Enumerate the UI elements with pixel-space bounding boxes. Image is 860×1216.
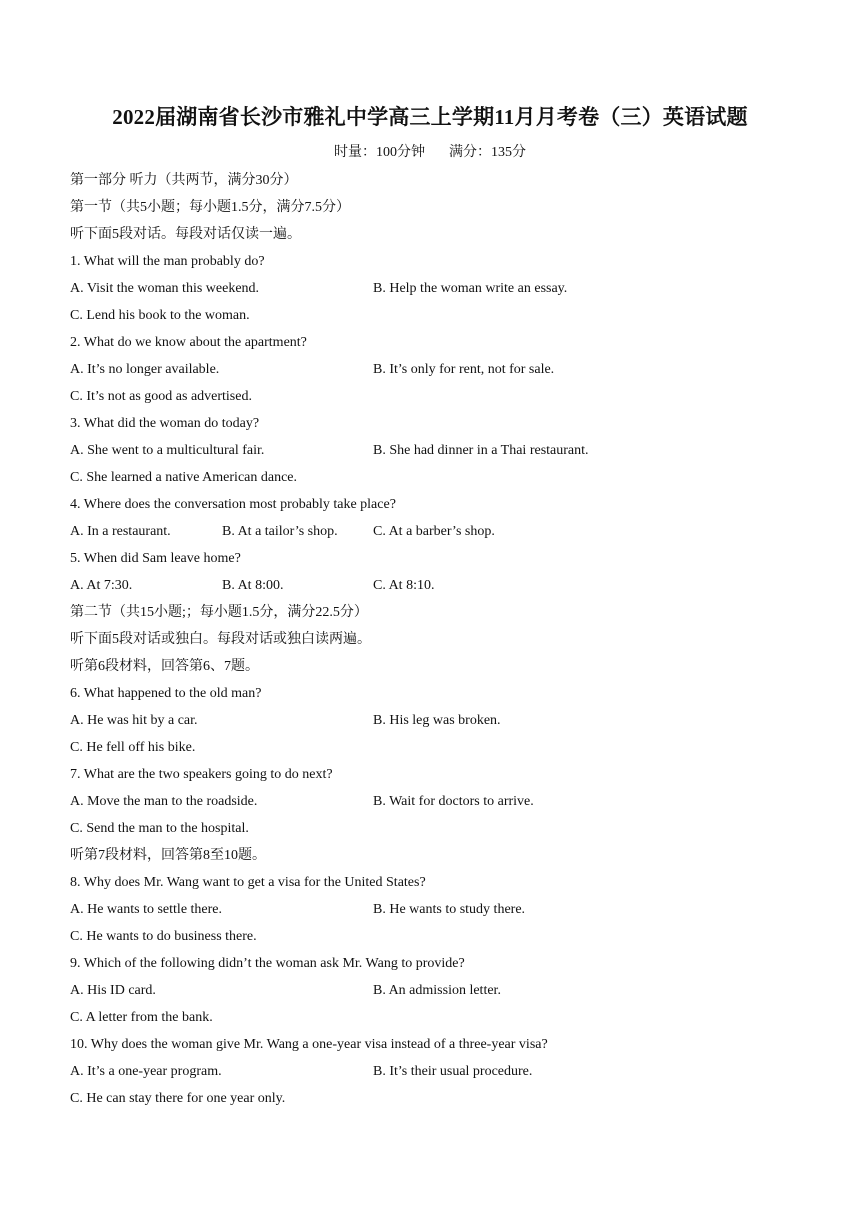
question-stem: 7. What are the two speakers going to do next? [70, 767, 333, 782]
option-c: C. A letter from the bank. [70, 1010, 213, 1025]
question-stem: 2. What do we know about the apartment? [70, 335, 307, 350]
option-b: B. At a tailor’s shop. [222, 524, 338, 539]
option-c: C. Send the man to the hospital. [70, 821, 249, 836]
option-a: A. It’s a one-year program. [70, 1064, 222, 1079]
total-score: 满分：135分 [449, 145, 526, 160]
part-heading: 第一部分 听力（共两节，满分30分） [70, 173, 298, 188]
option-b: B. It’s only for rent, not for sale. [373, 362, 555, 377]
options-row [70, 1058, 810, 1085]
options-row [70, 788, 810, 815]
question-stem: 9. Which of the following didn’t the woman ask Mr. Wang to provide? [70, 956, 465, 971]
option-c: C. Lend his book to the woman. [70, 308, 250, 323]
option-a: A. It’s no longer available. [70, 362, 220, 377]
question-stem: 4. Where does the conversation most probably take place? [70, 497, 396, 512]
option-a: A. Visit the woman this weekend. [70, 281, 260, 296]
options-row [70, 437, 810, 464]
page-title: 2022届湖南省长沙市雅礼中学高三上学期11月月考卷（三）英语试题 [112, 105, 748, 129]
option-a: A. Move the man to the roadside. [70, 794, 258, 809]
option-b: B. Help the woman write an essay. [373, 281, 568, 296]
exam-info [0, 142, 860, 164]
question-stem: 6. What happened to the old man? [70, 686, 262, 701]
option-a: A. He wants to settle there. [70, 902, 223, 917]
option-c: C. It’s not as good as advertised. [70, 389, 252, 404]
time-limit: 时量：100分钟 [334, 145, 425, 160]
option-c: C. She learned a native American dance. [70, 470, 298, 485]
section-heading: 第一节（共5小题；每小题1.5分，满分7.5分） [70, 200, 350, 215]
option-b: B. He wants to study there. [373, 902, 526, 917]
options-row [70, 518, 810, 545]
options-row [70, 896, 810, 923]
option-b: B. She had dinner in a Thai restaurant. [373, 443, 589, 458]
option-c: C. He fell off his bike. [70, 740, 196, 755]
section-instruction: 听下面5段对话或独白。每段对话或独白读两遍。 [70, 632, 371, 647]
option-a: A. She went to a multicultural fair. [70, 443, 265, 458]
option-b: B. Wait for doctors to arrive. [373, 794, 534, 809]
section-instruction: 听下面5段对话。每段对话仅读一遍。 [70, 227, 301, 242]
option-a: A. In a restaurant. [70, 524, 171, 539]
option-c: C. At a barber’s shop. [373, 524, 495, 539]
option-b: B. At 8:00. [222, 578, 284, 593]
option-b: B. It’s their usual procedure. [373, 1064, 533, 1079]
options-row [70, 707, 810, 734]
question-stem: 1. What will the man probably do? [70, 254, 265, 269]
material-instruction: 听第6段材料，回答第6、7题。 [70, 659, 259, 674]
section-heading: 第二节（共15小题;；每小题1.5分，满分22.5分） [70, 605, 368, 620]
option-a: A. At 7:30. [70, 578, 133, 593]
options-row [70, 356, 810, 383]
option-b: B. His leg was broken. [373, 713, 501, 728]
question-stem: 8. Why does Mr. Wang want to get a visa for the United States? [70, 875, 426, 890]
option-b: B. An admission letter. [373, 983, 501, 998]
option-a: A. He was hit by a car. [70, 713, 198, 728]
option-a: A. His ID card. [70, 983, 156, 998]
option-c: C. He wants to do business there. [70, 929, 257, 944]
options-row [70, 572, 810, 599]
options-row [70, 977, 810, 1004]
exam-body [70, 167, 810, 1112]
material-instruction: 听第7段材料，回答第8至10题。 [70, 848, 266, 863]
question-stem: 3. What did the woman do today? [70, 416, 260, 431]
option-c: C. He can stay there for one year only. [70, 1091, 286, 1106]
options-row [70, 275, 810, 302]
option-c: C. At 8:10. [373, 578, 435, 593]
question-stem: 10. Why does the woman give Mr. Wang a one-year visa instead of a three-year visa? [70, 1037, 548, 1052]
question-stem: 5. When did Sam leave home? [70, 551, 241, 566]
